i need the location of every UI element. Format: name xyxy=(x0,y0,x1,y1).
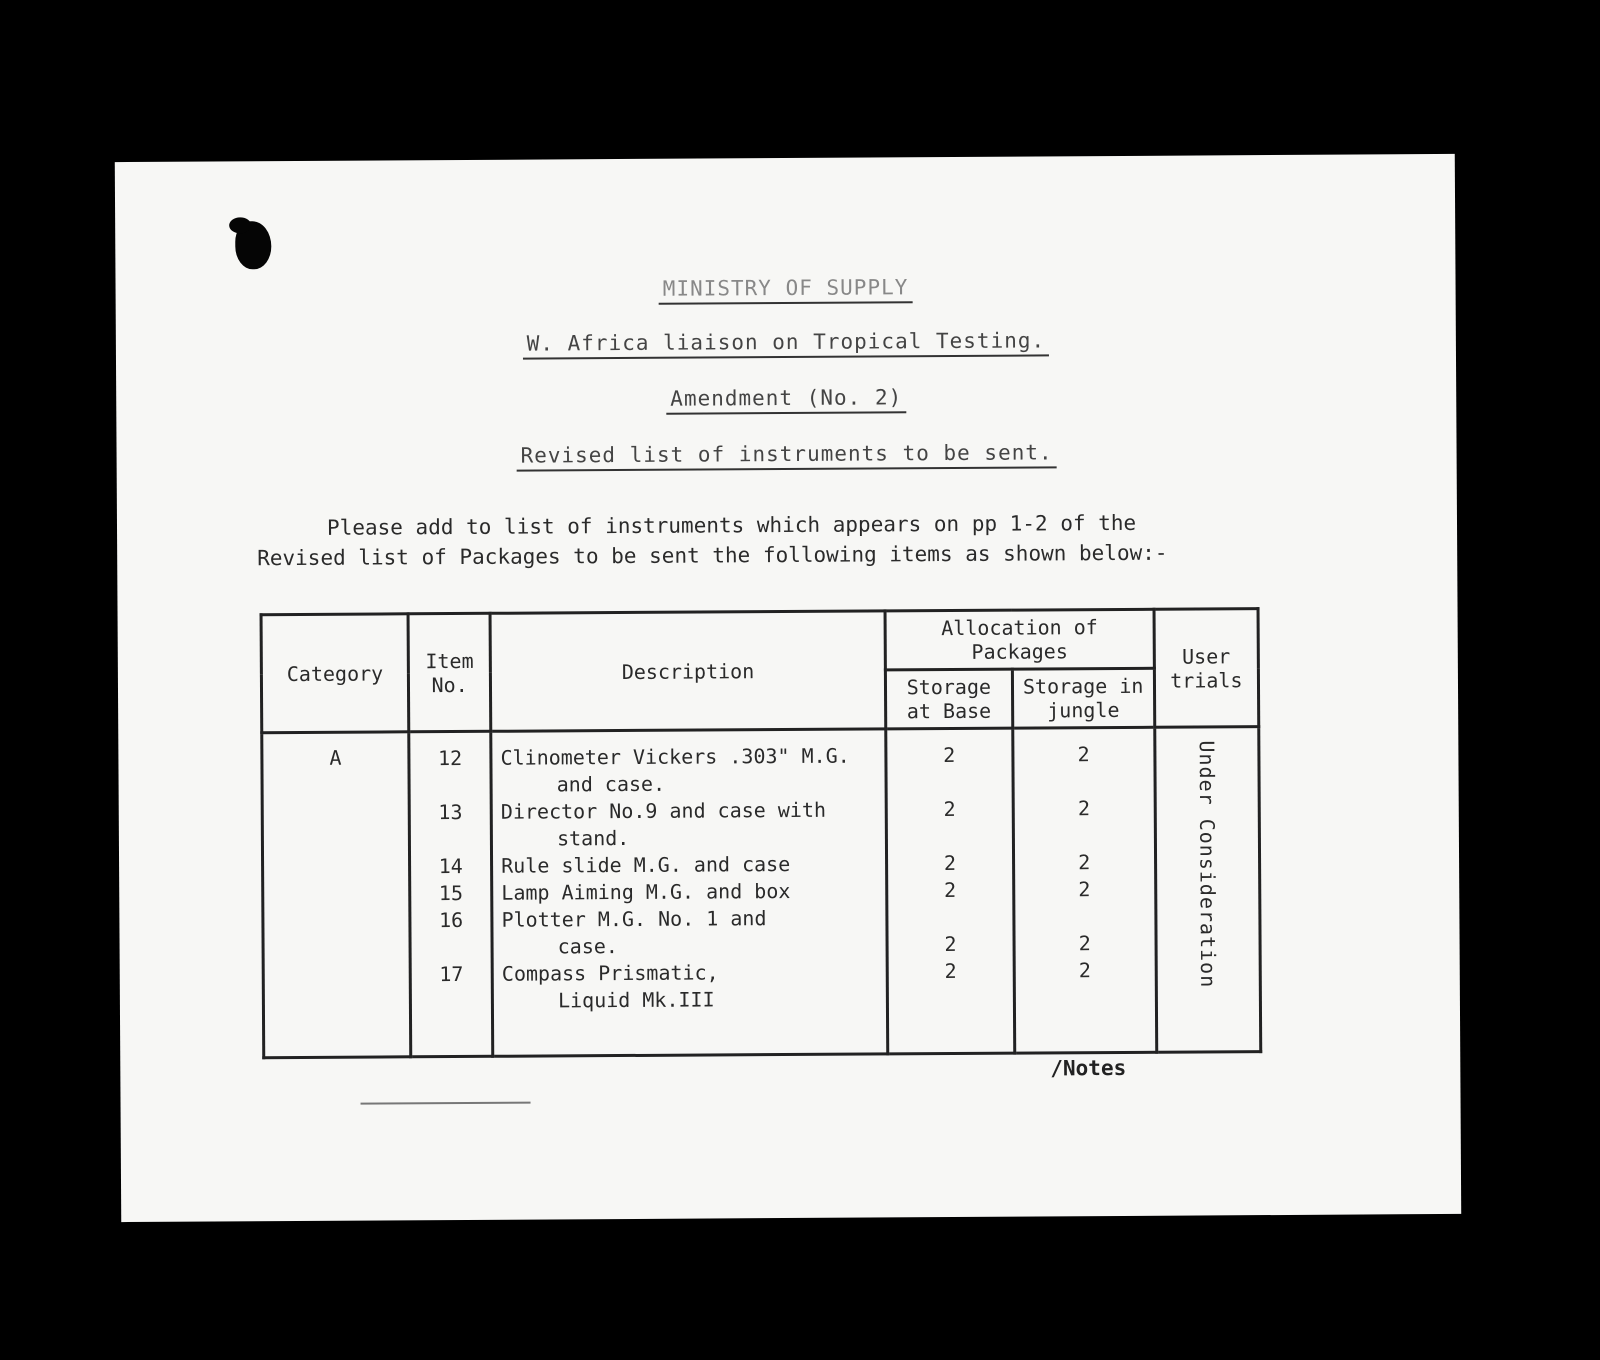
storage-jungle-value: 2 xyxy=(1078,958,1092,983)
intro-line-2: Revised list of Packages to be sent the following items as shown below:- xyxy=(257,540,1168,571)
description-line: Clinometer Vickers .303" M.G. xyxy=(500,743,850,770)
description-line: stand. xyxy=(556,825,630,851)
category-cell xyxy=(262,732,411,1058)
header-category: Category xyxy=(261,614,409,733)
storage-jungle-cell xyxy=(1012,727,1156,1053)
description-line: Plotter M.G. No. 1 and xyxy=(501,906,767,932)
user-trials-cell xyxy=(1154,727,1260,1053)
item-no-cell xyxy=(409,731,493,1056)
header-user-trials: User trials xyxy=(1154,609,1259,728)
header-item-no: Item No. xyxy=(408,613,491,731)
storage-base-value: 2 xyxy=(943,742,956,768)
description-line: case. xyxy=(557,934,619,959)
storage-base-value: 2 xyxy=(943,850,957,876)
description-line: and case. xyxy=(556,771,666,797)
description-line: Compass Prismatic, xyxy=(501,960,719,986)
intro-line-1: Please add to list of instruments which appears on pp 1-2 of the xyxy=(326,510,1137,540)
item-no: 16 xyxy=(438,907,464,933)
ministry-heading: MINISTRY OF SUPPLY xyxy=(115,272,1455,304)
user-trials-value: Under Consideration xyxy=(1194,740,1221,989)
item-no: 12 xyxy=(437,745,463,771)
header-storage-base: Storage at Base xyxy=(885,669,1012,729)
amendment-heading: Amendment (No. 2) xyxy=(116,382,1456,414)
instrument-table xyxy=(260,607,1263,1059)
pen-stroke xyxy=(361,1102,531,1105)
header-allocation: Allocation of Packages xyxy=(885,609,1154,670)
item-no: 17 xyxy=(439,961,464,987)
notes-continuation: /Notes xyxy=(1050,1055,1127,1081)
ink-blot xyxy=(235,221,271,269)
header-storage-jungle: Storage in jungle xyxy=(1012,668,1154,728)
category-value: A xyxy=(329,745,342,770)
storage-base-value: 2 xyxy=(944,958,957,984)
subject-heading: W. Africa liaison on Tropical Testing. xyxy=(116,326,1456,358)
storage-base-value: 2 xyxy=(943,796,956,822)
header-description: Description xyxy=(490,611,886,731)
document-page xyxy=(115,154,1461,1222)
description-line: Director No.9 and case with xyxy=(500,797,827,824)
intro-paragraph xyxy=(257,507,1257,573)
storage-base-value: 2 xyxy=(944,931,957,957)
storage-base-cell xyxy=(886,728,1015,1054)
description-line: Lamp Aiming M.G. and box xyxy=(501,878,791,905)
description-line: Liquid Mk.III xyxy=(557,987,715,1013)
storage-jungle-value: 2 xyxy=(1078,931,1091,956)
item-no: 15 xyxy=(438,880,464,906)
storage-jungle-value: 2 xyxy=(1077,796,1091,821)
item-no: 13 xyxy=(438,799,463,825)
storage-jungle-value: 2 xyxy=(1078,850,1091,875)
storage-jungle-value: 2 xyxy=(1078,877,1091,902)
description-line: Rule slide M.G. and case xyxy=(501,851,791,878)
item-no: 14 xyxy=(438,853,463,879)
storage-base-value: 2 xyxy=(944,877,957,903)
list-title: Revised list of instruments to be sent. xyxy=(117,438,1457,470)
description-cell xyxy=(491,729,888,1056)
storage-jungle-value: 2 xyxy=(1077,742,1090,767)
